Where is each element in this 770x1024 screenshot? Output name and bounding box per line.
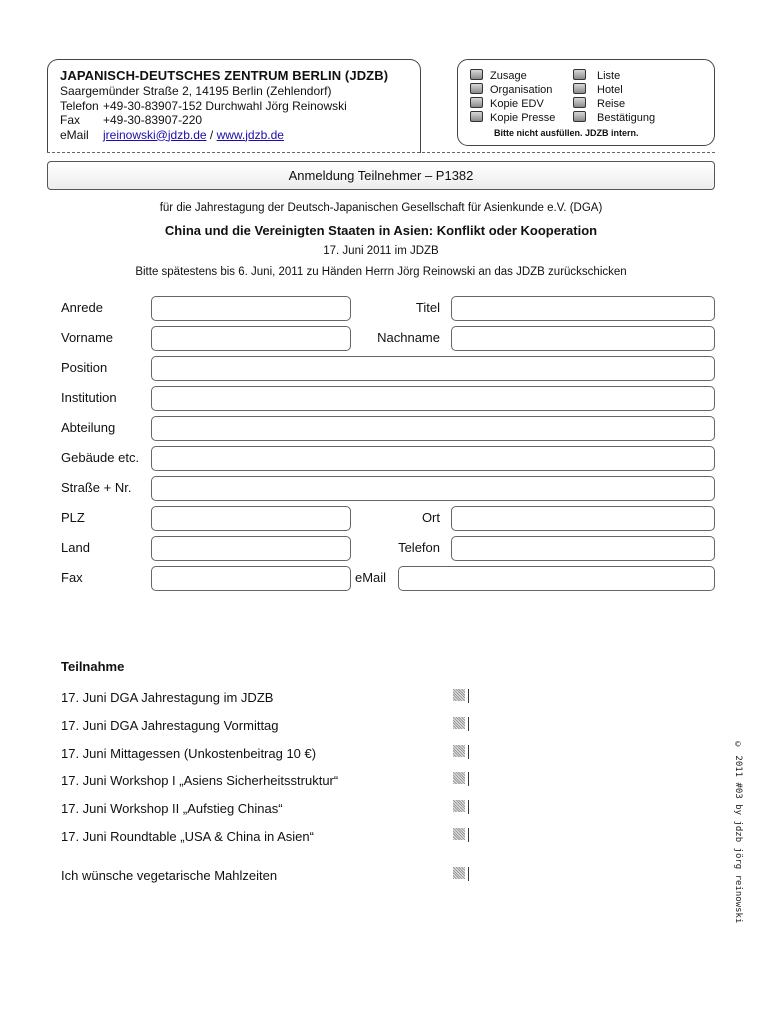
fax-input[interactable] — [151, 566, 351, 591]
land-input[interactable] — [151, 536, 351, 561]
ort-label: Ort — [421, 510, 440, 525]
office-item-reise: Reise — [597, 98, 626, 110]
land-label: Land — [61, 540, 90, 555]
gebaeude-label: Gebäude etc. — [61, 450, 140, 465]
office-use-note: Bitte nicht ausfüllen. JDZB intern. — [494, 128, 639, 138]
anrede-label: Anrede — [61, 300, 103, 315]
checkbox-roundtable[interactable] — [453, 828, 465, 840]
office-item-liste: Liste — [597, 70, 621, 82]
gebaeude-input[interactable] — [151, 446, 715, 471]
participation-item-roundtable: 17. Juni Roundtable „USA & China in Asien“ — [61, 829, 314, 844]
position-label: Position — [61, 360, 108, 375]
office-checkbox-kopie-edv[interactable] — [470, 97, 483, 108]
office-item-bestaetigung: Bestätigung — [597, 112, 656, 124]
telefon-label: Telefon — [398, 540, 440, 555]
strasse-label: Straße + Nr. — [61, 480, 132, 495]
ort-input[interactable] — [451, 506, 715, 531]
checkbox-workshop-2[interactable] — [453, 800, 465, 812]
copyright-note: © 2011 #03 by jdzb jörg reinowski — [733, 740, 743, 924]
institution-label: Institution — [61, 390, 117, 405]
checkbox-vormittag[interactable] — [453, 717, 465, 729]
office-checkbox-organisation[interactable] — [470, 83, 483, 94]
vegetarian-label: Ich wünsche vegetarische Mahlzeiten — [61, 868, 278, 883]
participation-item-workshop-1: 17. Juni Workshop I „Asiens Sicherheitsstruktur“ — [61, 773, 339, 788]
office-checkbox-reise[interactable] — [573, 97, 586, 108]
titel-input[interactable] — [451, 296, 715, 321]
email-input[interactable] — [398, 566, 715, 591]
nachname-input[interactable] — [451, 326, 715, 351]
strasse-input[interactable] — [151, 476, 715, 501]
event-title: China und die Vereinigten Staaten in Asien: Konflikt oder Kooperation — [164, 223, 598, 238]
institution-input[interactable] — [151, 386, 715, 411]
office-use-box — [457, 59, 715, 146]
telefon-line — [60, 99, 420, 114]
form-title: Anmeldung Teilnehmer – P1382 — [47, 161, 715, 190]
participation-item-jahrestagung: 17. Juni DGA Jahrestagung im JDZB — [61, 690, 274, 705]
checkbox-divider — [468, 717, 469, 731]
email-line — [60, 128, 420, 143]
link-separator: / — [209, 127, 214, 142]
dashed-divider — [47, 152, 715, 153]
vorname-label: Vorname — [61, 330, 114, 345]
checkbox-divider — [468, 828, 469, 842]
plz-input[interactable] — [151, 506, 351, 531]
return-instructions: Bitte spätestens bis 6. Juni, 2011 zu Händen Herrn Jörg Reinowski an das JDZB zurückschicken — [135, 266, 627, 278]
participation-item-workshop-2: 17. Juni Workshop II „Aufstieg Chinas“ — [61, 801, 283, 816]
participation-item-vormittag: 17. Juni DGA Jahrestagung Vormittag — [61, 718, 279, 733]
fax-value: +49-30-83907-220 — [103, 113, 203, 127]
participation-item-mittagessen: 17. Juni Mittagessen (Unkostenbeitrag 10 €) — [61, 746, 317, 761]
office-checkbox-hotel[interactable] — [573, 83, 586, 94]
office-checkbox-liste[interactable] — [573, 69, 586, 80]
anrede-input[interactable] — [151, 296, 351, 321]
form-subtitle: für die Jahrestagung der Deutsch-Japanischen Gesellschaft für Asienkunde e.V. (DGA) — [159, 202, 603, 214]
checkbox-divider — [468, 800, 469, 814]
office-item-kopie-presse: Kopie Presse — [490, 112, 556, 124]
position-input[interactable] — [151, 356, 715, 381]
fax-line — [60, 113, 420, 128]
office-checkbox-zusage[interactable] — [470, 69, 483, 80]
office-item-hotel: Hotel — [597, 84, 623, 96]
office-item-kopie-edv: Kopie EDV — [490, 98, 544, 110]
fax-label: Fax — [60, 113, 81, 127]
checkbox-divider — [468, 772, 469, 786]
plz-label: PLZ — [61, 510, 85, 525]
email-field-label: eMail — [355, 570, 387, 585]
participation-title: Teilnahme — [61, 659, 125, 674]
fax-label: Fax — [61, 570, 83, 585]
checkbox-divider — [468, 689, 469, 703]
event-date: 17. Juni 2011 im JDZB — [323, 245, 439, 257]
office-checkbox-kopie-presse[interactable] — [470, 111, 483, 122]
email-label: eMail — [60, 127, 89, 142]
checkbox-jahrestagung[interactable] — [453, 689, 465, 701]
checkbox-workshop-1[interactable] — [453, 772, 465, 784]
office-checkbox-bestaetigung[interactable] — [573, 111, 586, 122]
vorname-input[interactable] — [151, 326, 351, 351]
address-block — [47, 59, 421, 153]
office-item-zusage: Zusage — [490, 70, 527, 82]
organization-name: JAPANISCH-DEUTSCHES ZENTRUM BERLIN (JDZB) — [60, 68, 389, 83]
titel-label: Titel — [415, 300, 440, 315]
telefon-input[interactable] — [451, 536, 715, 561]
telefon-value: +49-30-83907-152 Durchwahl Jörg Reinowski — [103, 98, 347, 113]
checkbox-vegetarian[interactable] — [453, 867, 465, 879]
checkbox-divider — [468, 867, 469, 881]
checkbox-divider — [468, 745, 469, 759]
abteilung-label: Abteilung — [61, 420, 116, 435]
email-link[interactable]: jreinowski@jdzb.de — [103, 127, 207, 142]
nachname-label: Nachname — [377, 330, 440, 345]
office-item-organisation: Organisation — [490, 84, 553, 96]
checkbox-mittagessen[interactable] — [453, 745, 465, 757]
telefon-label: Telefon — [60, 98, 99, 113]
website-link[interactable]: www.jdzb.de — [216, 127, 284, 142]
address-line: Saargemünder Straße 2, 14195 Berlin (Zehlendorf) — [60, 84, 332, 98]
abteilung-input[interactable] — [151, 416, 715, 441]
